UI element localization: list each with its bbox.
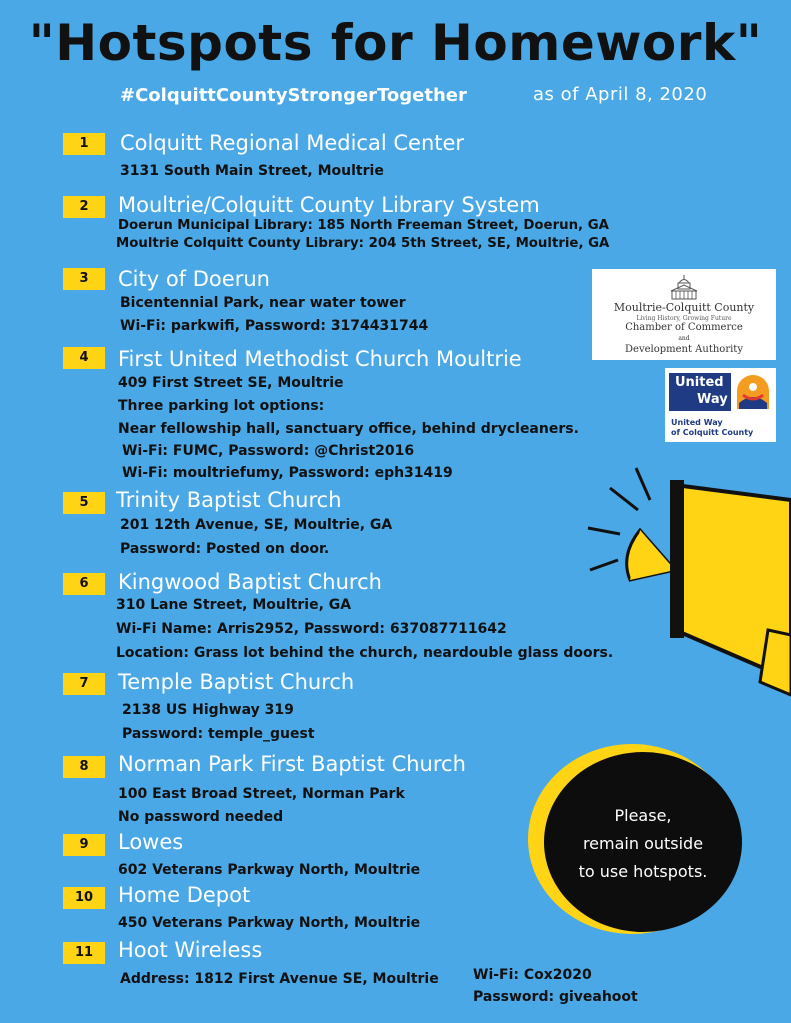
hotspot-detail: Location: Grass lot behind the church, neardouble glass doors. — [116, 645, 614, 661]
hotspot-name: Kingwood Baptist Church — [118, 570, 382, 594]
hotspot-number: 8 — [63, 756, 105, 778]
hotspot-number: 10 — [63, 887, 105, 909]
chamber-tagline: Living History, Growing Future — [636, 315, 732, 322]
chamber-line: Chamber of Commerce — [625, 322, 743, 333]
hotspot-number: 2 — [63, 196, 105, 218]
hotspot-detail: 2138 US Highway 319 — [122, 702, 294, 718]
chamber-line: and — [678, 335, 690, 342]
hotspot-number: 6 — [63, 573, 105, 595]
chamber-of-commerce-logo — [592, 269, 776, 360]
chamber-county-name: Moultrie-Colquitt County — [613, 301, 755, 314]
hotspot-name: Norman Park First Baptist Church — [118, 752, 466, 776]
hotspot-name: First United Methodist Church Moultrie — [118, 347, 522, 371]
hotspot-name: Home Depot — [118, 883, 251, 907]
hotspot-number: 9 — [63, 834, 105, 856]
hotspot-detail: Moultrie Colquitt County Library: 204 5th Street, SE, Moultrie, GA — [116, 236, 610, 251]
hotspot-detail: No password needed — [118, 809, 284, 825]
megaphone-icon — [580, 460, 791, 700]
hotspot-number: 5 — [63, 492, 105, 514]
hotspot-detail: 310 Lane Street, Moultrie, GA — [116, 597, 352, 613]
as-of-date: as of April 8, 2020 — [533, 84, 708, 105]
hotspot-name: Trinity Baptist Church — [116, 488, 342, 512]
united-way-word: United — [675, 375, 724, 390]
hotspot-detail: Password: Posted on door. — [120, 541, 330, 557]
hotspot-detail: Bicentennial Park, near water tower — [120, 295, 406, 311]
united-way-wordmark — [669, 373, 731, 411]
hotspot-detail: Password: temple_guest — [122, 726, 315, 742]
hotspot-name: Lowes — [118, 830, 184, 854]
hotspot-name: Colquitt Regional Medical Center — [120, 131, 465, 155]
united-way-caption: United Way — [671, 418, 723, 427]
hotspot-detail: Address: 1812 First Avenue SE, Moultrie — [120, 971, 439, 987]
hotspot-detail: 3131 South Main Street, Moultrie — [120, 163, 384, 179]
chamber-line: Development Authority — [625, 344, 743, 355]
united-way-word: Way — [697, 392, 728, 407]
united-way-logo — [665, 368, 776, 442]
hotspot-number: 7 — [63, 673, 105, 695]
hotspot-number: 11 — [63, 942, 105, 964]
hotspot-number: 3 — [63, 268, 105, 290]
hotspot-detail: Near fellowship hall, sanctuary office, behind drycleaners. — [118, 421, 579, 437]
callout-circle — [544, 752, 742, 932]
hotspot-detail: Wi-Fi: Cox2020 — [473, 967, 592, 983]
hotspot-detail: 100 East Broad Street, Norman Park — [118, 786, 405, 802]
hotspot-name: City of Doerun — [118, 267, 270, 291]
hotspot-detail: 450 Veterans Parkway North, Moultrie — [118, 915, 421, 931]
hotspot-detail: Wi-Fi Name: Arris2952, Password: 637087711642 — [116, 621, 507, 637]
callout-text: Please, — [614, 806, 672, 825]
page-title: "Hotspots for Homework" — [28, 14, 763, 72]
hotspot-detail: Three parking lot options: — [118, 398, 325, 414]
hotspot-detail: Doerun Municipal Library: 185 North Freeman Street, Doerun, GA — [118, 218, 609, 233]
hotspot-detail: 409 First Street SE, Moultrie — [118, 375, 344, 391]
hotspot-detail: Password: giveahoot — [473, 989, 638, 1005]
united-way-caption: of Colquitt County — [671, 428, 754, 437]
helping-hand-icon — [735, 373, 771, 411]
hotspot-number: 4 — [63, 347, 105, 369]
callout-text: to use hotspots. — [578, 862, 708, 881]
hotspot-name: Hoot Wireless — [118, 938, 263, 962]
callout-text: remain outside — [582, 834, 704, 853]
hotspot-detail: Wi-Fi: parkwifi, Password: 3174431744 — [120, 318, 429, 334]
hashtag: #ColquittCountyStrongerTogether — [120, 85, 467, 106]
hotspot-number: 1 — [63, 133, 105, 155]
hotspot-detail: Wi-Fi: FUMC, Password: @Christ2016 — [122, 443, 415, 459]
hotspot-detail: 201 12th Avenue, SE, Moultrie, GA — [120, 517, 393, 533]
hotspot-detail: Wi-Fi: moultriefumy, Password: eph31419 — [122, 465, 453, 481]
hotspot-name: Moultrie/Colquitt County Library System — [118, 193, 540, 217]
hotspot-detail: 602 Veterans Parkway North, Moultrie — [118, 862, 421, 878]
hotspot-name: Temple Baptist Church — [118, 670, 355, 694]
courthouse-icon — [667, 273, 701, 301]
